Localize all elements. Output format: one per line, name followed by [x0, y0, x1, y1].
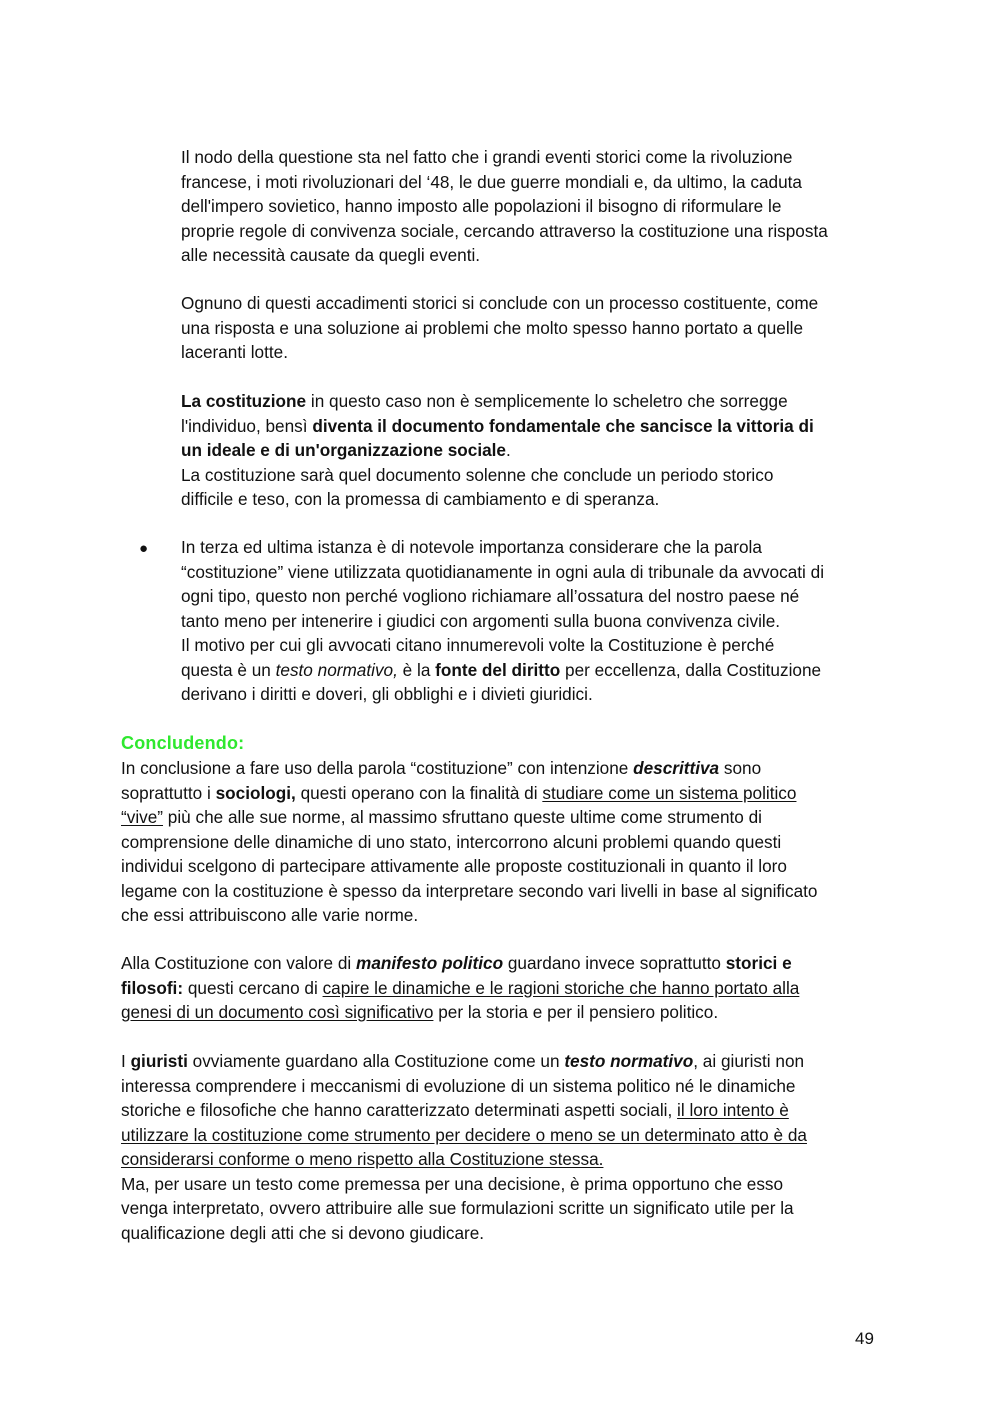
text-line: laceranti lotte.	[181, 342, 289, 362]
paragraph-historians	[121, 951, 886, 1025]
text-run: l'individuo, bensì	[181, 415, 313, 436]
text-line: tanto meno per intenerire i giudici con argomenti sulla buona convivenza civile.	[181, 610, 781, 631]
bold-text: sociologi,	[215, 782, 296, 803]
text-line: In terza ed ultima istanza è di notevole importanza considerare che la parola	[181, 537, 762, 557]
text-run: in questo caso non è semplicemente lo scheletro che sorregge	[306, 391, 788, 411]
paragraph-sociologists	[121, 756, 886, 928]
text-line	[121, 1049, 886, 1074]
text-line	[181, 414, 886, 439]
text-run: .	[506, 440, 511, 460]
text-line	[121, 756, 886, 781]
bold-text: un ideale e di un'organizzazione sociale	[181, 440, 506, 460]
bold-italic-text: testo normativo	[564, 1051, 694, 1071]
text-run: questa è un	[181, 659, 276, 680]
text-line: Ma, per usare un testo come premessa per una decisione, è prima opportuno che esso	[121, 1173, 784, 1194]
text-line	[121, 1098, 886, 1123]
text-line	[181, 389, 886, 414]
paragraph-historical-events	[181, 145, 886, 268]
bullet-marker: ●	[139, 540, 149, 557]
text-run: , ai giuristi non	[693, 1051, 805, 1071]
bold-text: diventa il documento fondamentale che sancisce la vittoria di	[312, 415, 814, 436]
text-run: In conclusione a fare uso della parola “costituzione” con intenzione	[121, 758, 634, 778]
text-run: guardano invece soprattutto	[503, 953, 726, 973]
text-line: “costituzione” viene utilizzata quotidianamente in ogni aula di tribunale da avvocati di	[181, 561, 825, 582]
text-line: venga interpretato, ovvero attribuire alle sue formulazioni scritte un significato utile per la	[121, 1198, 794, 1218]
text-run: più che alle sue norme, al massimo sfruttano queste ultime come strumento di	[163, 807, 762, 827]
text-run: ovviamente guardano alla Costituzione come un	[187, 1051, 565, 1071]
text-run: questi operano con la finalità di	[295, 782, 543, 803]
text-line: qualificazione degli atti che si devono giudicare.	[121, 1222, 485, 1243]
text-line: individui scelgono di partecipare attivamente alle proposte costituzionali in quanto il loro	[121, 856, 787, 876]
text-line	[121, 805, 886, 830]
text-line	[121, 1000, 886, 1025]
text-line	[121, 976, 886, 1001]
bold-text: La costituzione	[181, 391, 307, 411]
text-line	[181, 658, 886, 683]
text-line: Il nodo della questione sta nel fatto che i grandi eventi storici come la rivoluzione	[181, 147, 793, 167]
text-line: comprensione delle dinamiche di uno stato, intercorrono alcuni problemi quando questi	[121, 831, 782, 852]
text-line	[121, 781, 886, 806]
text-run: è la	[397, 659, 436, 680]
text-line: che essi attribuiscono alle varie norme.	[121, 905, 419, 925]
text-run: per la storia e per il pensiero politico.	[433, 1002, 719, 1022]
bold-text: fonte del diritto	[435, 659, 561, 680]
text-run: sono	[719, 758, 762, 778]
bold-italic-text: descrittiva	[633, 758, 720, 778]
text-run: I	[121, 1051, 131, 1071]
underlined-text: il loro intento è	[677, 1100, 789, 1120]
underlined-text: studiare come un sistema politico	[542, 782, 797, 803]
text-line: Il motivo per cui gli avvocati citano innumerevoli volte la Costituzione è perché	[181, 635, 775, 655]
text-line	[121, 951, 886, 976]
text-run: Alla Costituzione con valore di	[121, 953, 357, 973]
paragraph-constituent-process	[181, 291, 886, 365]
text-line: francese, i moti rivoluzionari del ‘48, le due guerre mondiali e, da ultimo, la caduta	[181, 171, 802, 192]
text-run: per eccellenza, dalla Costituzione	[560, 659, 822, 680]
bold-text: filosofi:	[121, 977, 184, 998]
bold-italic-text: manifesto politico	[356, 953, 504, 973]
text-line: Ognuno di questi accadimenti storici si conclude con un processo costituente, come	[181, 293, 819, 313]
text-line: legame con la costituzione è spesso da interpretare secondo vari livelli in base al significato	[121, 880, 818, 901]
underlined-text: genesi di un documento così significativo	[121, 1002, 434, 1022]
underlined-text: “vive”	[121, 807, 164, 827]
text-run: soprattutto i	[121, 782, 216, 803]
underlined-text: capire le dinamiche e le ragioni storiche che hanno portato alla	[322, 977, 800, 998]
text-line: proprie regole di convivenza sociale, cercando attraverso la costituzione una risposta	[181, 220, 828, 241]
bullet-item-lawyers	[181, 535, 886, 707]
paragraph-constitution-role	[181, 389, 886, 512]
underlined-text: considerarsi conforme o meno rispetto alla Costituzione stessa.	[121, 1149, 604, 1169]
text-line: alle necessità causate da quegli eventi.	[181, 245, 481, 265]
text-line: derivano i diritti e doveri, gli obblighi e i divieti giuridici.	[181, 684, 593, 704]
underlined-line: utilizzare la costituzione come strumento per decidere o meno se un determinato atto è da	[121, 1124, 807, 1145]
text-line: La costituzione sarà quel documento solenne che conclude un periodo storico	[181, 464, 774, 485]
text-run: questi cercano di	[183, 977, 323, 998]
text-line: difficile e teso, con la promessa di cambiamento e di speranza.	[181, 489, 660, 509]
text-run: storiche e filosofiche che hanno caratterizzato determinati aspetti sociali,	[121, 1100, 678, 1120]
italic-text: testo normativo,	[275, 659, 398, 680]
text-line	[181, 438, 886, 463]
bold-text: storici e	[725, 953, 792, 973]
text-line: interessa comprendere i meccanismi di evoluzione di un sistema politico né le dinamiche	[121, 1075, 796, 1096]
text-line	[121, 1147, 886, 1172]
text-line: una risposta e una soluzione ai problemi che molto spesso hanno portato a quelle	[181, 317, 804, 338]
text-line: dell'impero sovietico, hanno imposto alle popolazioni il bisogno di riformulare le	[181, 196, 782, 216]
text-line: ogni tipo, questo non perché vogliono richiamare all’ossatura del nostro paese né	[181, 586, 800, 606]
paragraph-jurists	[121, 1049, 886, 1245]
section-heading: Concludendo:	[121, 733, 245, 753]
page-number: 49	[855, 1329, 874, 1348]
bold-text: giuristi	[130, 1051, 188, 1071]
